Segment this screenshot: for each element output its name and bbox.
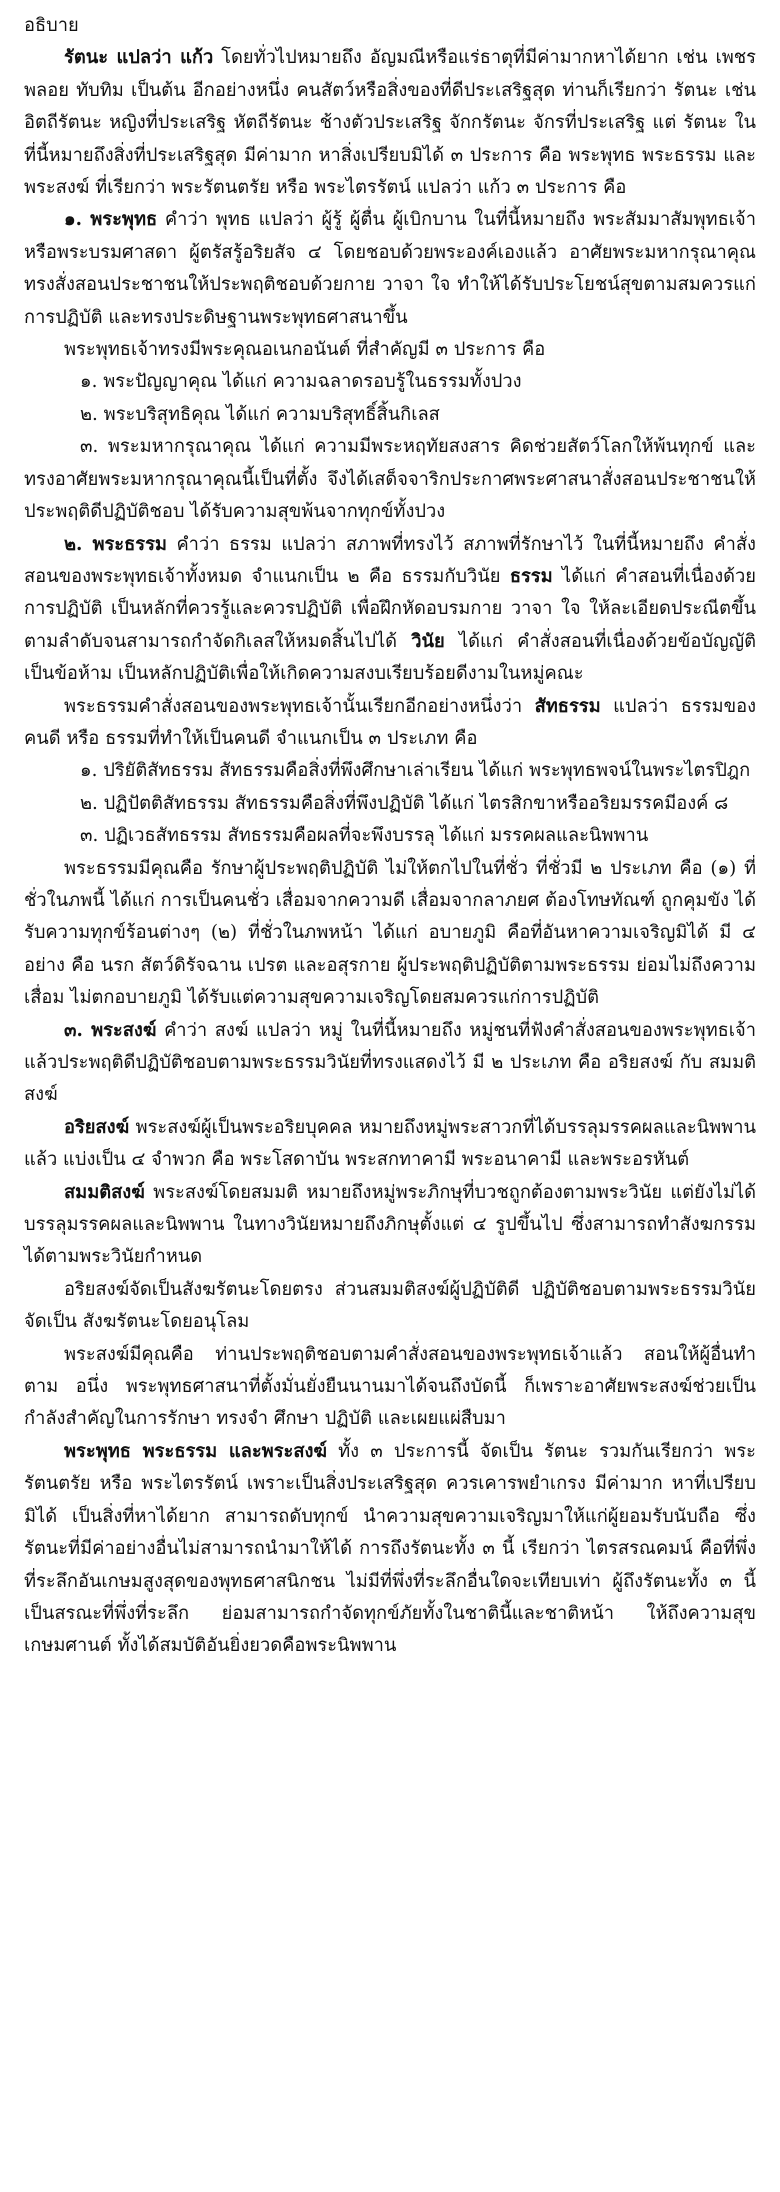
bold-term: ธรรม [509, 565, 553, 587]
paragraph [24, 755, 756, 787]
paragraph [24, 1339, 756, 1436]
paragraph [24, 691, 756, 756]
text-run: โดยทั่วไปหมายถึง อัญมณีหรือแร่ธาตุที่มีค่ามากหาได้ยาก เช่น เพชร พลอย ทับทิม เป็นต้น อีกอย่างหนึ่ง คนสัตว์หรือสิ่งของที่ดีประเสริฐสุด ท่านก็เรียกว่า รัตนะ เช่น อิตถีรัตนะ หญิงที่ประเสริฐ หัตถีรัตนะ ช้างตัวประเสริฐ จักกรัตนะ จักรที่ประเสริฐ แต่ รัตนะ ในที่นี้หมายถึงสิ่งที่ประเสริฐสุด มีค่ามาก หาสิ่งเปรียบมิได้ ๓ ประการ คือ พระพุทธ พระธรรม และพระสงฆ์ ที่เรียกว่า พระรัตนตรัย หรือ พระไตรรัตน์ แปลว่า แก้ว ๓ ประการ คือ [24, 47, 756, 199]
text-run: อริยสงฆ์จัดเป็นสังฆรัตนะโดยตรง ส่วนสมมติสงฆ์ผู้ปฏิบัติดี ปฏิบัติชอบตามพระธรรมวินัย จัดเป็น สังฆรัตนะโดยอนุโลม [24, 1278, 756, 1333]
text-run: พระธรรมมีคุณคือ รักษาผู้ประพฤติปฏิบัติ ไม่ให้ตกไปในที่ชั่ว ที่ชั่วมี ๒ ประเภท คือ (๑) ที่ชั่วในภพนี้ ได้แก่ การเป็นคนชั่ว เสื่อมจากความดี เสื่อมจากลาภยศ ต้องโทษทัณฑ์ ถูกคุมขัง ได้รับความทุกข์ร้อนต่างๆ (๒) ที่ชั่วในภพหน้า ได้แก่ อบายภูมิ คือที่อันหาความเจริญมิได้ มี ๔ อย่าง คือ นรก สัตว์ดิรัจฉาน เปรต และอสุรกาย ผู้ประพฤติปฏิบัติตามพระธรรม ย่อมไม่ถึงความเสื่อม ไม่ตกอบายภูมิ ได้รับแต่ความสุขความเจริญโดยสมควรแก่การปฏิบัติ [24, 857, 756, 1009]
bold-term: ๓. พระสงฆ์ [64, 1019, 157, 1041]
bold-term: รัตนะ แปลว่า แก้ว [64, 47, 214, 69]
text-run: ได้แก่ คำสอนที่เนื่องด้วยการปฏิบัติ เป็นหลักที่ควรรู้และควรปฏิบัติ เพื่อฝึกหัดอบรมกาย วาจา ใจ ให้ละเอียดประณีตขึ้นตามลำดับจนสามารถกำจัดกิเลสให้หมดสิ้นไปได้ [24, 565, 756, 652]
bold-term: วินัย [411, 630, 445, 652]
section-heading: อธิบาย [24, 15, 79, 36]
paragraph [24, 1436, 756, 1663]
text-run: ๓. ปฏิเวธสัทธรรม สัทธรรมคือผลที่จะพึงบรรลุ ได้แก่ มรรคผลและนิพพาน [80, 825, 649, 847]
paragraph [24, 820, 756, 852]
text-run: ทั้ง ๓ ประการนี้ จัดเป็น รัตนะ รวมกันเรียกว่า พระรัตนตรัย หรือ พระไตรรัตน์ เพราะเป็นสิ่งประเสริฐสุด ควรเคารพยำเกรง มีค่ามาก หาที่เปรียบมิได้ เป็นสิ่งที่หาได้ยาก สามารถดับทุกข์ นำความสุขความเจริญมาให้แก่ผู้ยอมรับนับถือ ซึ่งรัตนะที่มีค่าอย่างอื่นไม่สามารถนำมาให้ได้ การถึงรัตนะทั้ง ๓ นี้ เรียกว่า ไตรสรณคมน์ คือที่พึ่งที่ระลึกอันเกษมสูงสุดของพุทธศาสนิกชน ไม่มีที่พึ่งที่ระลึกอื่นใดจะเทียบเท่า ผู้ถึงรัตนะทั้ง ๓ นี้เป็นสรณะที่พึ่งที่ระลึก ย่อมสามารถกำจัดทุกข์ภัยทั้งในชาตินี้และชาติหน้า ให้ถึงความสุขเกษมศานต์ ทั้งได้สมบัติอันยิ่งยวดคือพระนิพพาน [24, 1440, 756, 1657]
text-run: ๓. พระมหากรุณาคุณ ได้แก่ ความมีพระหฤทัยสงสาร คิดช่วยสัตว์โลกให้พ้นทุกข์ และทรงอาศัยพระมหากรุณาคุณนี้เป็นที่ตั้ง จึงได้เสด็จจาริกประกาศพระศาสนาสั่งสอนประชาชนให้ประพฤติดีปฏิบัติชอบ ได้รับความสุขพ้นจากทุกข์ทั้งปวง [24, 436, 756, 523]
bold-term: พระพุทธ พระธรรม และพระสงฆ์ [64, 1440, 327, 1462]
paragraph [24, 1112, 756, 1177]
text-run: ๑. พระปัญญาคุณ ได้แก่ ความฉลาดรอบรู้ในธรรมทั้งปวง [80, 371, 522, 393]
bold-term: สัทธรรม [534, 695, 601, 717]
paragraph [24, 529, 756, 691]
text-run: ๒. พระบริสุทธิคุณ ได้แก่ ความบริสุทธิ์สิ้นกิเลส [80, 403, 440, 425]
text-run: พระสงฆ์มีคุณคือ ท่านประพฤติชอบตามคำสั่งสอนของพระพุทธเจ้าแล้ว สอนให้ผู้อื่นทำตาม อนึ่ง พระพุทธศาสนาที่ตั้งมั่นยั่งยืนนานมาได้จนถึงบัดนี้ ก็เพราะอาศัยพระสงฆ์ช่วยเป็นกำลังสำคัญในการรักษา ทรงจำ ศึกษา ปฏิบัติ และเผยแผ่สืบมา [24, 1343, 756, 1430]
bold-term: สมมติสงฆ์ [64, 1181, 145, 1203]
paragraph [24, 1177, 756, 1274]
text-run: แปลว่า ธรรมของคนดี หรือ ธรรมที่ทำให้เป็นคนดี จำแนกเป็น ๓ ประเภท คือ [24, 695, 756, 749]
text-run: ได้แก่ คำสั่งสอนที่เนื่องด้วยข้อบัญญัติ เป็นข้อห้าม เป็นหลักปฏิบัติเพื่อให้เกิดความสงบเรียบร้อยดีงามในหมู่คณะ [24, 630, 756, 685]
bold-term: ๑. พระพุทธ [64, 209, 158, 231]
paragraph [24, 788, 756, 820]
paragraph [24, 399, 756, 431]
paragraph [24, 853, 756, 1015]
paragraph [24, 1015, 756, 1112]
text-run: พระพุทธเจ้าทรงมีพระคุณอเนกอนันต์ ที่สำคัญมี ๓ ประการ คือ [64, 339, 546, 361]
text-run: พระสงฆ์โดยสมมติ หมายถึงหมู่พระภิกษุที่บวชถูกต้องตามพระวินัย แต่ยังไม่ได้บรรลุมรรคผลและนิพพาน ในทางวินัยหมายถึงภิกษุตั้งแต่ ๔ รูปขึ้นไป ซึ่งสามารถทำสังฆกรรมได้ตามพระวินัยกำหนด [24, 1181, 756, 1268]
document-body [24, 42, 756, 1662]
text-run: ๑. ปริยัติสัทธรรม สัทธรรมคือสิ่งที่พึงศึกษาเล่าเรียน ได้แก่ พระพุทธพจน์ในพระไตรปิฎก [80, 760, 751, 782]
text-run: พระสงฆ์ผู้เป็นพระอริยบุคคล หมายถึงหมู่พระสาวกที่ได้บรรลุมรรคผลและนิพพานแล้ว แบ่งเป็น ๔ จำพวก คือ พระโสดาบัน พระสกทาคามี พระอนาคามี และพระอรหันต์ [24, 1116, 756, 1171]
paragraph [24, 366, 756, 398]
paragraph [24, 1274, 756, 1339]
text-run: ๒. ปฏิปัตติสัทธรรม สัทธรรมคือสิ่งที่พึงปฏิบัติ ได้แก่ ไตรสิกขาหรืออริยมรรคมีองค์ ๘ [80, 792, 729, 814]
paragraph [24, 334, 756, 366]
paragraph [24, 431, 756, 528]
bold-term: อริยสงฆ์ [64, 1116, 130, 1138]
paragraph [24, 204, 756, 334]
paragraph [24, 42, 756, 204]
text-run: คำว่า พุทธ แปลว่า ผู้รู้ ผู้ตื่น ผู้เบิกบาน ในที่นี้หมายถึง พระสัมมาสัมพุทธเจ้าหรือพระบรมศาสดา ผู้ตรัสรู้อริยสัจ ๔ โดยชอบด้วยพระองค์เองแล้ว อาศัยพระมหากรุณาคุณทรงสั่งสอนประชาชนให้ประพฤติชอบด้วยกาย วาจา ใจ ทำให้ได้รับประโยชน์สุขตามสมควรแก่การปฏิบัติ และทรงประดิษฐานพระพุทธศาสนาขึ้น [24, 209, 756, 328]
text-run: คำว่า ธรรม แปลว่า สภาพที่ทรงไว้ สภาพที่รักษาไว้ ในที่นี้หมายถึง คำสั่งสอนของพระพุทธเจ้าทั้งหมด จำแนกเป็น ๒ คือ ธรรมกับวินัย [24, 533, 756, 587]
text-run: คำว่า สงฆ์ แปลว่า หมู่ ในที่นี้หมายถึง หมู่ชนที่ฟังคำสั่งสอนของพระพุทธเจ้าแล้วประพฤติดีปฏิบัติชอบตามพระธรรมวินัยที่ทรงแสดงไว้ มี ๒ ประเภท คือ อริยสงฆ์ กับ สมมติสงฆ์ [24, 1019, 756, 1106]
bold-term: ๒. พระธรรม [64, 533, 167, 555]
text-run: พระธรรมคำสั่งสอนของพระพุทธเจ้านั้นเรียกอีกอย่างหนึ่งว่า [64, 695, 535, 717]
